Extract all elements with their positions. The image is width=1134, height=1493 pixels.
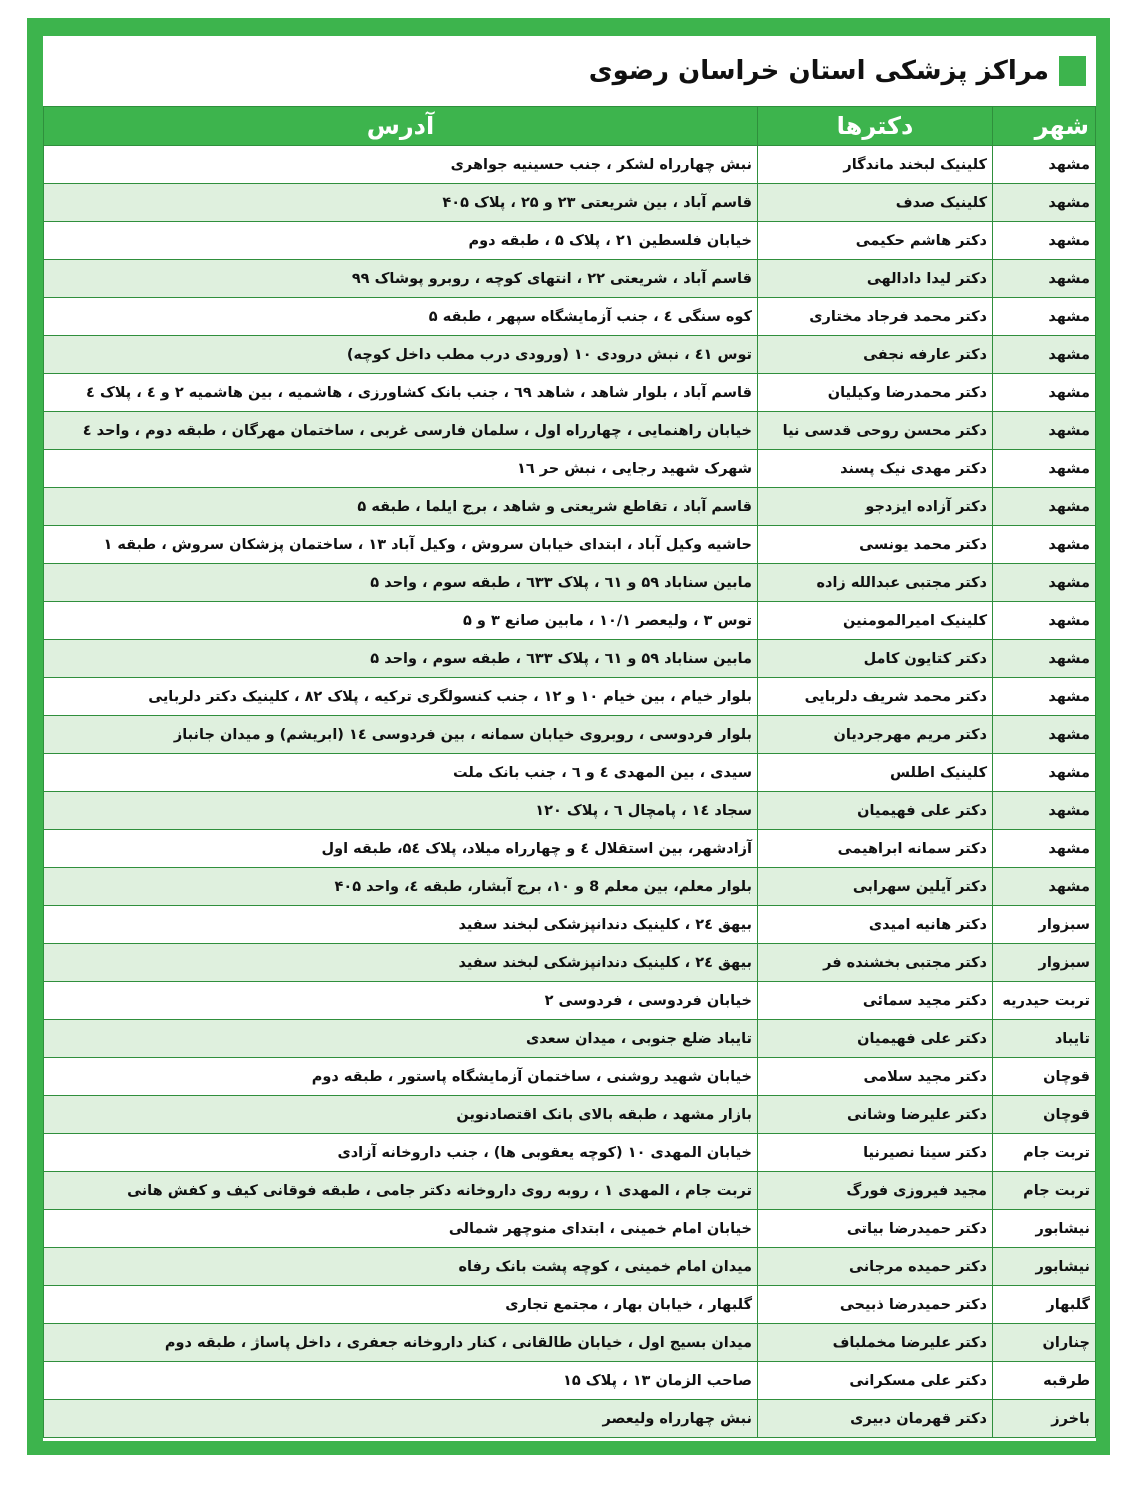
cell-address: قاسم آباد ، بین شریعتی ۲۳ و ۲۵ ، پلاک ۴۰۵ xyxy=(44,184,758,222)
cell-doctor: دکتر سمانه ابراهیمی xyxy=(758,830,993,868)
table-row xyxy=(44,716,1096,754)
cell-doctor: مجید فیروزی فورگ xyxy=(758,1172,993,1210)
cell-doctor: دکتر حمیدرضا ذبیحی xyxy=(758,1286,993,1324)
cell-address: بازار مشهد ، طبقه بالای بانک اقتصادنوین xyxy=(44,1096,758,1134)
table-row xyxy=(44,1324,1096,1362)
cell-city: مشهد xyxy=(993,754,1096,792)
cell-city: مشهد xyxy=(993,678,1096,716)
cell-address: توس ٤١ ، نبش درودی ۱۰ (ورودی درب مطب داخل کوچه) xyxy=(44,336,758,374)
cell-city: تایباد xyxy=(993,1020,1096,1058)
cell-doctor: دکتر حمیده مرجانی xyxy=(758,1248,993,1286)
table-row xyxy=(44,792,1096,830)
table-row xyxy=(44,222,1096,260)
cell-address: میدان بسیج اول ، خیابان طالقانی ، کنار داروخانه جعفری ، داخل پاساژ ، طبقه دوم xyxy=(44,1324,758,1362)
cell-doctor: دکتر حمیدرضا بیاتی xyxy=(758,1210,993,1248)
cell-address: قاسم آباد ، شریعتی ۲۲ ، انتهای کوچه ، روبرو پوشاک ۹۹ xyxy=(44,260,758,298)
cell-address: گلبهار ، خیابان بهار ، مجتمع تجاری xyxy=(44,1286,758,1324)
cell-doctor: دکتر مجتبی عبدالله زاده xyxy=(758,564,993,602)
cell-address: توس ۳ ، ولیعصر ۱۰/۱ ، مابین صانع ۳ و ۵ xyxy=(44,602,758,640)
cell-city: سبزوار xyxy=(993,906,1096,944)
cell-address: قاسم آباد ، بلوار شاهد ، شاهد ٦٩ ، جنب بانک کشاورزی ، هاشمیه ، بین هاشمیه ۲ و ٤ ، پلاک ٤ xyxy=(44,374,758,412)
cell-city: قوچان xyxy=(993,1058,1096,1096)
cell-doctor: دکتر عارفه نجفی xyxy=(758,336,993,374)
table-row xyxy=(44,1172,1096,1210)
cell-doctor: دکتر علی مسکرانی xyxy=(758,1362,993,1400)
cell-city: مشهد xyxy=(993,184,1096,222)
cell-doctor: دکتر علی فهیمیان xyxy=(758,1020,993,1058)
table-row xyxy=(44,830,1096,868)
table-row xyxy=(44,944,1096,982)
cell-doctor: دکتر کتایون کامل xyxy=(758,640,993,678)
table-row xyxy=(44,906,1096,944)
table-row xyxy=(44,1248,1096,1286)
cell-city: مشهد xyxy=(993,450,1096,488)
table-row xyxy=(44,754,1096,792)
table-row xyxy=(44,184,1096,222)
table-row xyxy=(44,1400,1096,1438)
cell-address: نبش چهارراه ولیعصر xyxy=(44,1400,758,1438)
table-row xyxy=(44,602,1096,640)
header-city: شهر xyxy=(993,107,1096,146)
cell-address: کوه سنگی ٤ ، جنب آزمایشگاه سپهر ، طبقه ۵ xyxy=(44,298,758,336)
cell-doctor: کلینیک لبخند ماندگار xyxy=(758,146,993,184)
cell-doctor: دکتر علی فهیمیان xyxy=(758,792,993,830)
cell-doctor: دکتر مجتبی بخشنده فر xyxy=(758,944,993,982)
table-row xyxy=(44,146,1096,184)
cell-city: تربت حیدریه xyxy=(993,982,1096,1020)
cell-address: حاشیه وکیل آباد ، ابتدای خیابان سروش ، وکیل آباد ۱۳ ، ساختمان پزشکان سروش ، طبقه ۱ xyxy=(44,526,758,564)
table-row xyxy=(44,1362,1096,1400)
title-bar xyxy=(43,36,1096,106)
cell-doctor: دکتر محمد شریف دلربایی xyxy=(758,678,993,716)
cell-address: بلوار معلم، بین معلم 8 و ۱۰، برج آبشار، طبقه ٤، واحد ۴۰۵ xyxy=(44,868,758,906)
cell-address: سجاد ١٤ ، پامچال ٦ ، پلاک ۱۲۰ xyxy=(44,792,758,830)
table-body xyxy=(44,146,1096,1438)
cell-doctor: دکتر محسن روحی قدسی نیا xyxy=(758,412,993,450)
cell-city: مشهد xyxy=(993,222,1096,260)
cell-doctor: دکتر لیدا دادالهی xyxy=(758,260,993,298)
cell-address: خیابان شهید روشنی ، ساختمان آزمایشگاه پاستور ، طبقه دوم xyxy=(44,1058,758,1096)
table-row xyxy=(44,488,1096,526)
cell-doctor: دکتر مجید سمائی xyxy=(758,982,993,1020)
header-doctor: دکترها xyxy=(758,107,993,146)
cell-city: مشهد xyxy=(993,868,1096,906)
cell-city: چناران xyxy=(993,1324,1096,1362)
cell-city: نیشابور xyxy=(993,1210,1096,1248)
cell-address: خیابان امام خمینی ، ابتدای منوچهر شمالی xyxy=(44,1210,758,1248)
table-row xyxy=(44,678,1096,716)
cell-city: مشهد xyxy=(993,640,1096,678)
table-row xyxy=(44,982,1096,1020)
cell-doctor: دکتر مریم مهرجردیان xyxy=(758,716,993,754)
cell-doctor: دکتر مهدی نیک پسند xyxy=(758,450,993,488)
cell-city: مشهد xyxy=(993,374,1096,412)
table-row xyxy=(44,640,1096,678)
cell-doctor: دکتر قهرمان دبیری xyxy=(758,1400,993,1438)
cell-doctor: دکتر آیلین سهرابی xyxy=(758,868,993,906)
cell-city: سبزوار xyxy=(993,944,1096,982)
cell-city: مشهد xyxy=(993,260,1096,298)
cell-address: سیدی ، بین المهدی ٤ و ٦ ، جنب بانک ملت xyxy=(44,754,758,792)
cell-city: نیشابور xyxy=(993,1248,1096,1286)
cell-address: قاسم آباد ، تقاطع شریعتی و شاهد ، برج ایلما ، طبقه ۵ xyxy=(44,488,758,526)
table-row xyxy=(44,564,1096,602)
cell-address: میدان امام خمینی ، کوچه پشت بانک رفاه xyxy=(44,1248,758,1286)
cell-city: مشهد xyxy=(993,602,1096,640)
cell-doctor: دکتر محمد فرجاد مختاری xyxy=(758,298,993,336)
header-address: آدرس xyxy=(44,107,758,146)
table-row xyxy=(44,298,1096,336)
table-row xyxy=(44,374,1096,412)
table-row xyxy=(44,260,1096,298)
cell-address: بلوار فردوسی ، روبروی خیابان سمانه ، بین فردوسی ١٤ (ابریشم) و میدان جانباز xyxy=(44,716,758,754)
cell-city: مشهد xyxy=(993,336,1096,374)
table-row xyxy=(44,868,1096,906)
cell-address: نبش چهارراه لشکر ، جنب حسینیه جواهری xyxy=(44,146,758,184)
cell-city: طرقبه xyxy=(993,1362,1096,1400)
cell-address: مابین سناباد ۵۹ و ٦١ ، پلاک ٦٣٣ ، طبقه سوم ، واحد ۵ xyxy=(44,564,758,602)
cell-doctor: دکتر سینا نصیرنیا xyxy=(758,1134,993,1172)
cell-doctor: دکتر محمد یونسی xyxy=(758,526,993,564)
cell-city: مشهد xyxy=(993,716,1096,754)
cell-doctor: کلینیک صدف xyxy=(758,184,993,222)
cell-city: قوچان xyxy=(993,1096,1096,1134)
content-area xyxy=(43,36,1096,1441)
table-row xyxy=(44,1286,1096,1324)
cell-doctor: دکتر محمدرضا وکیلیان xyxy=(758,374,993,412)
cell-address: خیابان المهدی ۱۰ (کوچه یعقوبی ها) ، جنب داروخانه آزادی xyxy=(44,1134,758,1172)
cell-address: خیابان راهنمایی ، چهارراه اول ، سلمان فارسی غربی ، ساختمان مهرگان ، طبقه دوم ، واحد ٤ xyxy=(44,412,758,450)
table-row xyxy=(44,1058,1096,1096)
cell-address: بلوار خیام ، بین خیام ۱۰ و ۱۲ ، جنب کنسولگری ترکیه ، پلاک ۸۲ ، کلینیک دکتر دلربایی xyxy=(44,678,758,716)
cell-doctor: دکتر مجید سلامی xyxy=(758,1058,993,1096)
cell-doctor: دکتر آزاده ایزدجو xyxy=(758,488,993,526)
table-row xyxy=(44,1134,1096,1172)
medical-centers-table xyxy=(43,106,1096,1438)
page-frame xyxy=(27,18,1110,1455)
cell-city: مشهد xyxy=(993,830,1096,868)
cell-address: تربت جام ، المهدی ۱ ، روبه روی داروخانه دکتر جامی ، طبقه فوقانی کیف و کفش هانی xyxy=(44,1172,758,1210)
table-row xyxy=(44,1210,1096,1248)
cell-address: صاحب الزمان ۱۳ ، پلاک ۱۵ xyxy=(44,1362,758,1400)
table-row xyxy=(44,1096,1096,1134)
cell-city: مشهد xyxy=(993,146,1096,184)
cell-city: مشهد xyxy=(993,526,1096,564)
cell-city: مشهد xyxy=(993,792,1096,830)
title-marker-square xyxy=(1059,56,1086,86)
cell-address: شهرک شهید رجایی ، نبش حر ١٦ xyxy=(44,450,758,488)
cell-doctor: کلینیک امیرالمومنین xyxy=(758,602,993,640)
table-header-row xyxy=(44,107,1096,146)
cell-address: مابین سناباد ۵۹ و ٦١ ، پلاک ٦٣٣ ، طبقه سوم ، واحد ۵ xyxy=(44,640,758,678)
page-title: مراکز پزشکی استان خراسان رضوی xyxy=(588,56,1049,86)
cell-doctor: کلینیک اطلس xyxy=(758,754,993,792)
cell-address: بیهق ٢٤ ، کلینیک دندانپزشکی لبخند سفید xyxy=(44,906,758,944)
cell-address: تایباد ضلع جنوبی ، میدان سعدی xyxy=(44,1020,758,1058)
cell-city: مشهد xyxy=(993,298,1096,336)
table-row xyxy=(44,336,1096,374)
cell-address: خیابان فردوسی ، فردوسی ۲ xyxy=(44,982,758,1020)
cell-doctor: دکتر هاشم حکیمی xyxy=(758,222,993,260)
table-row xyxy=(44,1020,1096,1058)
cell-address: بیهق ٢٤ ، کلینیک دندانپزشکی لبخند سفید xyxy=(44,944,758,982)
cell-city: تربت جام xyxy=(993,1134,1096,1172)
cell-doctor: دکتر هانیه امیدی xyxy=(758,906,993,944)
table-row xyxy=(44,526,1096,564)
cell-city: تربت جام xyxy=(993,1172,1096,1210)
cell-address: آزادشهر، بین استقلال ٤ و چهارراه میلاد، پلاک ۵٤، طبقه اول xyxy=(44,830,758,868)
cell-city: گلبهار xyxy=(993,1286,1096,1324)
table-row xyxy=(44,450,1096,488)
table-row xyxy=(44,412,1096,450)
cell-doctor: دکتر علیرضا مخملباف xyxy=(758,1324,993,1362)
cell-city: مشهد xyxy=(993,564,1096,602)
cell-address: خیابان فلسطین ۲۱ ، پلاک ۵ ، طبقه دوم xyxy=(44,222,758,260)
cell-city: مشهد xyxy=(993,488,1096,526)
cell-city: باخرز xyxy=(993,1400,1096,1438)
cell-doctor: دکتر علیرضا وشانی xyxy=(758,1096,993,1134)
cell-city: مشهد xyxy=(993,412,1096,450)
